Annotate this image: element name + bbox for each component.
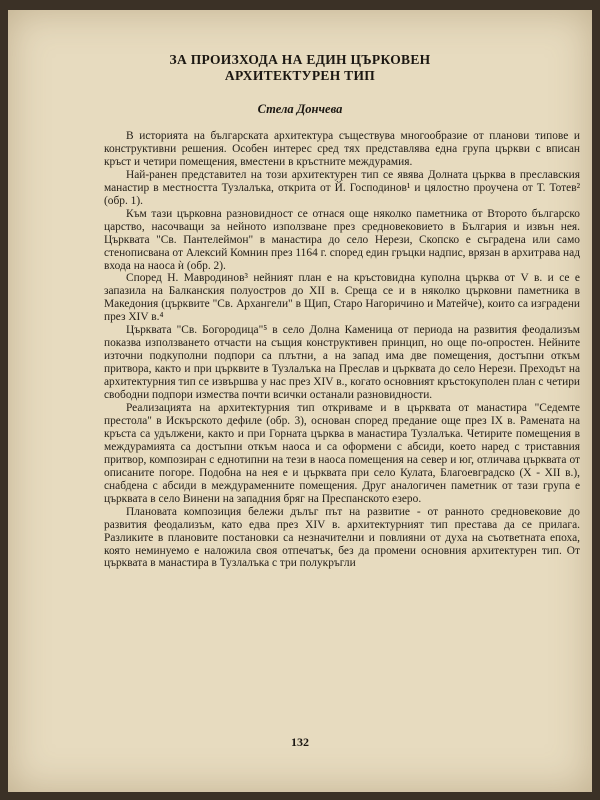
document-page bbox=[8, 10, 592, 792]
paragraph: Най-ранен представител на този архитектурен тип се явява Долната църква в преславския манастир в местността Тузлалъка, открита от Й. Господинов¹ и цялостно проучена от Т. Тотев² (обр. 1). bbox=[104, 168, 580, 207]
title-line-2: АРХИТЕКТУРЕН ТИП bbox=[224, 68, 376, 83]
title-line-1: ЗА ПРОИЗХОДА НА ЕДИН ЦЪРКОВЕН bbox=[169, 52, 431, 67]
paragraph: Реализацията на архитектурния тип откриваме и в църквата от манастира "Седемте престола" в Искърското дефиле (обр. 3), основан според предание още през IX в. Рамената на кръста са удължени, както и при Горната църква в манастира Тузлалъка. Четирите помещения в междурамията са достъпни откъм наоса и са оформени с абсиди, което наред с триставния притвор, композиран с еднотипни на тези в наоса помещения на север и юг, отличава църквата от описаните погоре. Подобна на нея е и църквата при село Кулата, Благоевградско (X - XII в.), снабдена с абсиди в междураменните помещения. Друг аналогичен паметник от тази група е църквата в село Винени на западния бряг на Преспанското езеро. bbox=[104, 402, 580, 505]
paragraph: Плановата композиция бележи дълъг път на развитие - от ранното средновековие до развития феодализъм, като едва през XIV в. архитектурният тип престава да се прилага. Разликите в плановите постановки са незначителни и повлияни от духа на съответната епоха, която неминуемо е наложила своя отпечатък, без да промени основния архитектурен тип. От църквата в манастира в Тузлалъка с три полукръгли bbox=[104, 505, 580, 570]
article-author: Стела Дончева bbox=[257, 102, 343, 116]
paragraph: В историята на българската архитектура съществува многообразие от планови типове и конструктивни решения. Особен интерес сред тях представлява една група църкви с вписан кръст и четири помещения, вместени в кръстните междурамия. bbox=[104, 130, 580, 168]
page-number: 132 bbox=[291, 735, 309, 749]
article-body bbox=[104, 130, 580, 570]
article-title bbox=[68, 52, 532, 84]
paragraph: Църквата "Св. Богородица"⁵ в село Долна Каменица от периода на развития феодализъм показва използването отчасти на същия конструктивен принцип, но още по-опростен. Нейните източни подкуполни подпори са плътни, а на запад има две помещения, достъпни откъм притвора, както и при църквите в Тузлалъка на Преслав и църквата до село Нерези. Преходът на архитектурния тип се извършва у нас през XIV в., когато основният кръстокуполен план с четири свободни подпори измества почти всички останали разновидности. bbox=[104, 324, 580, 402]
paragraph: Към тази църковна разновидност се отнася още няколко паметника от Второто българско царство, насочващи за нейното използване през средновековието в България и извън нея. Църквата "Св. Пантелеймон" в манастира до село Нерези, Скопско е съградена или само стенописвана от Алексий Комнин през 1164 г. според един гръцки надпис, врязан в архитрава над входа на наоса ѝ (обр. 2). bbox=[104, 207, 580, 272]
paragraph: Според Н. Мавродинов³ нейният план е на кръстовидна куполна църква от V в. и се е запазила на Балканския полуостров до XII в. Среща се и в няколко църковни паметника в Македония (църквите "Св. Архангели" в Щип, Старо Нагоричино и Матейче), които са изградени през XIV в.⁴ bbox=[104, 272, 580, 324]
